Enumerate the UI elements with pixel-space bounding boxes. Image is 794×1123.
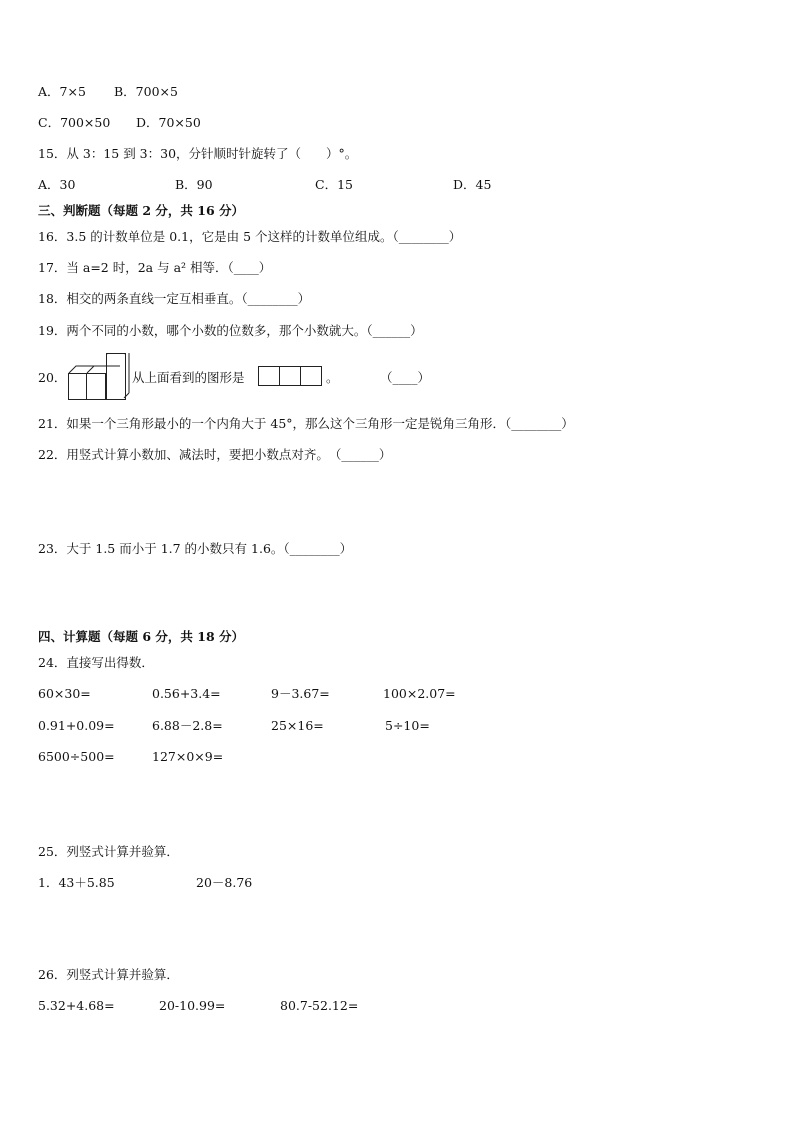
q14-option-d: D．70×50	[136, 115, 201, 130]
q26-item-3: 80.7-52.12=	[280, 998, 359, 1013]
q25-item-2: 20－8.76	[196, 875, 253, 890]
q15-stem: 15．从 3：15 到 3：30，分针顺时针旋转了（ ）°。	[38, 146, 358, 161]
q26-stem: 26．列竖式计算并验算．	[38, 967, 179, 982]
q26-item-2: 20-10.99=	[159, 998, 226, 1013]
q20-text: 从上面看到的图形是	[132, 370, 245, 385]
q23: 23．大于 1.5 而小于 1.7 的小数只有 1.6。（________）	[38, 541, 353, 556]
q14-options-row1	[38, 84, 178, 100]
q24-r1c3: 9－3.67=	[271, 686, 330, 701]
q25-item-1: 1．43＋5.85	[38, 875, 115, 890]
top-view-cell	[301, 367, 321, 385]
q19: 19．两个不同的小数，哪个小数的位数多，那个小数就大。（______）	[38, 323, 423, 338]
top-view-cell	[259, 367, 280, 385]
q24-r2c4: 5÷10=	[385, 718, 430, 733]
q15-option-b: B．90	[175, 177, 213, 192]
q14-option-c: C．700×50	[38, 115, 111, 130]
q25-stem: 25．列竖式计算并验算．	[38, 844, 179, 859]
q15-option-a: A．30	[38, 177, 76, 192]
q26-item-1: 5.32+4.68=	[38, 998, 115, 1013]
q14-options-row2	[38, 115, 201, 131]
q20-number: 20．	[38, 370, 67, 385]
q22: 22．用竖式计算小数加、减法时，要把小数点对齐。 （______）	[38, 447, 392, 462]
q15-option-d: D．45	[453, 177, 492, 192]
section-3-title: 三、判断题（每题 2 分，共 16 分）	[38, 203, 245, 218]
q24-r2c1: 0.91+0.09=	[38, 718, 115, 733]
q24-r3c2: 127×0×9=	[152, 749, 224, 764]
cube-stack-figure	[66, 353, 130, 401]
q21: 21．如果一个三角形最小的一个内角大于 45°，那么这个三角形一定是锐角三角形．（________）	[38, 416, 574, 431]
q15-option-c: C．15	[315, 177, 353, 192]
top-view-cell	[280, 367, 301, 385]
q16: 16．3.5 的计数单位是 0.1，它是由 5 个这样的计数单位组成。（________）	[38, 229, 462, 244]
q17: 17．当 a=2 时，2a 与 a² 相等．（____）	[38, 260, 272, 275]
q14-option-a: A．7×5	[38, 84, 86, 99]
q18: 18．相交的两条直线一定互相垂直。（________）	[38, 291, 311, 306]
q24-r1c1: 60×30=	[38, 686, 91, 701]
q24-r1c4: 100×2.07=	[383, 686, 456, 701]
q20-blank: （____）	[380, 370, 431, 385]
top-view-grid	[258, 366, 322, 386]
q20-end: 。	[326, 370, 339, 385]
q24-r1c2: 0.56+3.4=	[152, 686, 221, 701]
q24-r2c2: 6.88－2.8=	[152, 718, 223, 733]
section-4-title: 四、计算题（每题 6 分，共 18 分）	[38, 629, 245, 644]
q14-option-b: B．700×5	[114, 84, 178, 99]
cube-edges-icon	[66, 353, 130, 401]
q24-stem: 24．直接写出得数．	[38, 655, 154, 670]
q24-r3c1: 6500÷500=	[38, 749, 115, 764]
q15-options	[38, 177, 491, 193]
q24-r2c3: 25×16=	[271, 718, 324, 733]
